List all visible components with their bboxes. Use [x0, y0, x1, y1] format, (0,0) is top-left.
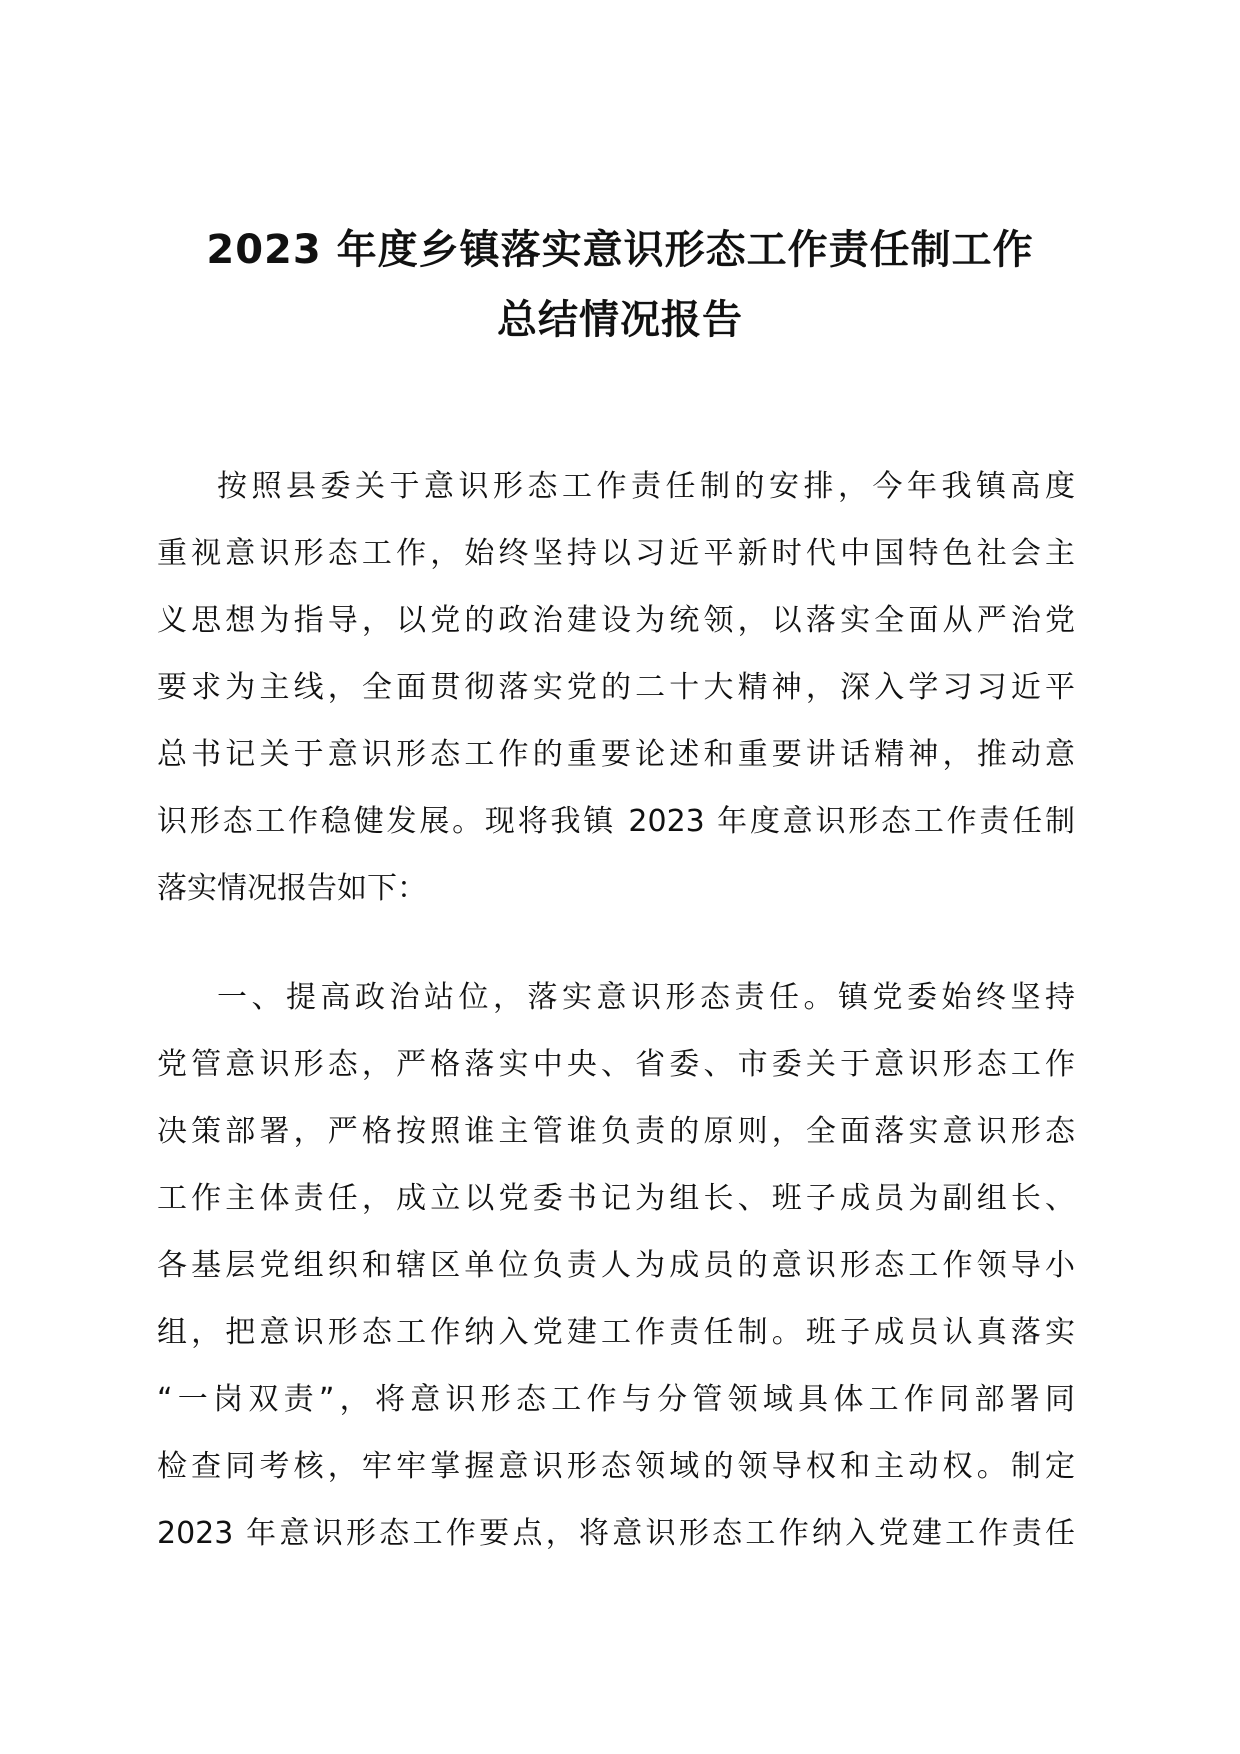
- paragraph-line: 按照县委关于意识形态工作责任制的安排，今年我镇高度: [217, 469, 1075, 504]
- paragraph-line: 识形态工作稳健发展。现将我镇 2023 年度意识形态工作责任制: [157, 804, 1075, 839]
- paragraph-line: 检查同考核，牢牢掌握意识形态领域的领导权和主动权。制定: [157, 1449, 1075, 1484]
- paragraph-line: 各基层党组织和辖区单位负责人为成员的意识形态工作领导小: [157, 1248, 1075, 1283]
- document-title: [150, 215, 1090, 355]
- paragraph-line: 总书记关于意识形态工作的重要论述和重要讲话精神，推动意: [157, 737, 1075, 772]
- paragraph-line: 工作主体责任，成立以党委书记为组长、班子成员为副组长、: [157, 1181, 1075, 1216]
- title-line-2: 总结情况报告: [497, 297, 743, 343]
- paragraph-line: 一、提高政治站位，落实意识形态责任。镇党委始终坚持: [217, 980, 1075, 1015]
- paragraph-line: 党管意识形态，严格落实中央、省委、市委关于意识形态工作: [157, 1047, 1075, 1082]
- paragraph-line: 义思想为指导，以党的政治建设为统领，以落实全面从严治党: [157, 603, 1075, 638]
- title-line-1: 2023 年度乡镇落实意识形态工作责任制工作: [206, 227, 1034, 273]
- paragraph-line: 要求为主线，全面贯彻落实党的二十大精神，深入学习习近平: [157, 670, 1075, 705]
- paragraph-line: 重视意识形态工作，始终坚持以习近平新时代中国特色社会主: [157, 536, 1075, 571]
- paragraph-line: 决策部署，严格按照谁主管谁负责的原则，全面落实意识形态: [157, 1114, 1075, 1149]
- paragraph-section-1: [157, 964, 1075, 1567]
- paragraph-line: 组，把意识形态工作纳入党建工作责任制。班子成员认真落实: [157, 1315, 1075, 1350]
- paragraph-intro: [157, 453, 1075, 922]
- paragraph-line: 落实情况报告如下：: [157, 871, 427, 906]
- paragraph-line: “一岗双责”，将意识形态工作与分管领域具体工作同部署同: [157, 1382, 1075, 1417]
- paragraph-line: 2023 年意识形态工作要点，将意识形态工作纳入党建工作责任: [157, 1516, 1075, 1551]
